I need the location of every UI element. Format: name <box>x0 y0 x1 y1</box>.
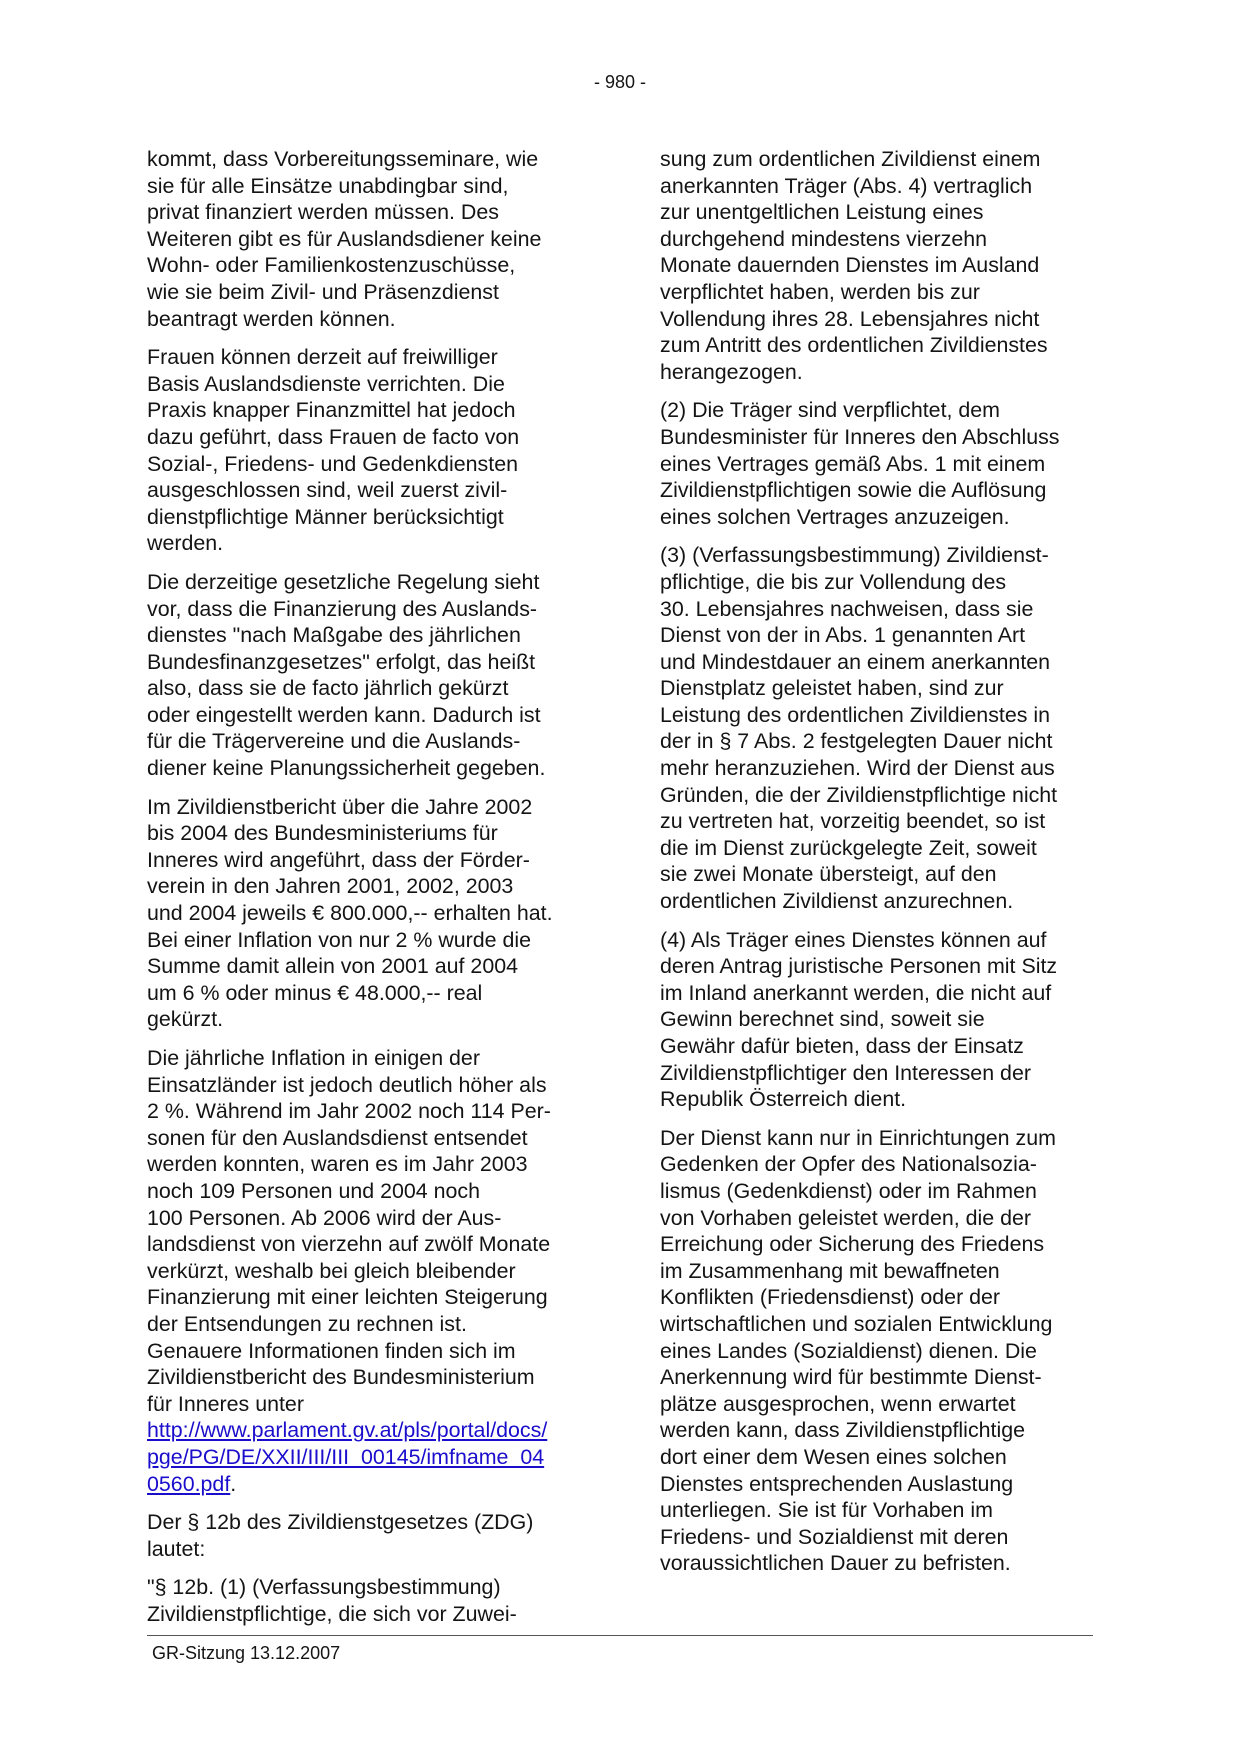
text-line: Leistung des ordentlichen Zivildienstes in <box>660 702 1051 727</box>
text-line: lismus (Gedenkdienst) oder im Rahmen <box>660 1178 1037 1203</box>
paragraph <box>660 542 1110 914</box>
paragraph <box>147 1574 587 1627</box>
text-line: vor, dass die Finanzierung des Auslands- <box>147 596 538 621</box>
left-column <box>147 146 587 1639</box>
paragraph <box>147 1509 587 1562</box>
paragraph <box>147 146 587 332</box>
link-line <box>147 1417 587 1444</box>
text-line: Einsatzländer ist jedoch deutlich höher als <box>147 1072 547 1097</box>
text-line: (2) Die Träger sind verpflichtet, dem <box>660 398 1001 423</box>
text-line: werden. <box>147 531 224 556</box>
text-line: sie für alle Einsätze unabdingbar sind, <box>147 173 509 198</box>
text-line: Die derzeitige gesetzliche Regelung sieht <box>147 569 540 594</box>
text-line: privat finanziert werden müssen. Des <box>147 200 499 225</box>
text-line: um 6 % oder minus € 48.000,-- real <box>147 980 483 1005</box>
document-link[interactable]: 0560.pdf <box>147 1471 231 1496</box>
text-line: Bundesfinanzgesetzes" erfolgt, das heißt <box>147 649 536 674</box>
text-line: 30. Lebensjahres nachweisen, dass sie <box>660 596 1034 621</box>
text-line: Die jährliche Inflation in einigen der <box>147 1046 480 1070</box>
text-line: verkürzt, weshalb bei gleich bleibender <box>147 1258 516 1283</box>
text-line: Erreichung oder Sicherung des Friedens <box>660 1232 1045 1257</box>
text-line: Dienst von der in Abs. 1 genannten Art <box>660 623 1026 648</box>
text-line: Inneres wird angeführt, dass der Förder- <box>147 847 530 872</box>
text-line: plätze ausgesprochen, wenn erwartet <box>660 1391 1016 1416</box>
paragraph <box>660 1125 1110 1577</box>
text-line: durchgehend mindestens vierzehn <box>660 226 988 251</box>
text-line: Weiteren gibt es für Auslandsdiener keine <box>147 226 542 251</box>
text-line: Gewinn berechnet sind, soweit sie <box>660 1007 985 1032</box>
text-line: unterliegen. Sie ist für Vorhaben im <box>660 1498 993 1523</box>
paragraph <box>147 1045 587 1497</box>
text-line: deren Antrag juristische Personen mit Sitz <box>660 954 1058 979</box>
document-link[interactable]: http://www.parlament.gv.at/pls/portal/docs/ <box>147 1418 548 1443</box>
text-line: beantragt werden können. <box>147 306 396 331</box>
text-line: Dienstes entsprechenden Auslastung <box>660 1471 1014 1496</box>
link-line <box>147 1444 587 1471</box>
text-line: ordentlichen Zivildienst anzurechnen. <box>660 889 1014 914</box>
text-line: dazu geführt, dass Frauen de facto von <box>147 424 520 449</box>
text-line: Zivildienstpflichtige, die sich vor Zuwei- <box>147 1601 517 1626</box>
text-line: bis 2004 des Bundesministeriums für <box>147 821 498 846</box>
text-line: Zivildienstbericht des Bundesministerium <box>147 1365 535 1390</box>
paragraph <box>660 146 1110 385</box>
paragraph <box>660 927 1110 1113</box>
right-column <box>660 146 1110 1589</box>
paragraph <box>660 397 1110 530</box>
text-line: für Inneres unter <box>147 1391 304 1416</box>
text-line: Der Dienst kann nur in Einrichtungen zum <box>660 1125 1056 1150</box>
text-line: wirtschaftlichen und sozialen Entwicklung <box>660 1311 1053 1336</box>
text-line: zu vertreten hat, vorzeitig beendet, so ist <box>660 809 1046 834</box>
text-line: Summe damit allein von 2001 auf 2004 <box>147 954 519 979</box>
text-line: "§ 12b. (1) (Verfassungsbestimmung) <box>147 1575 501 1600</box>
text-line: wie sie beim Zivil- und Präsenzdienst <box>147 279 499 304</box>
text-line: eines Vertrages gemäß Abs. 1 mit einem <box>660 451 1046 476</box>
paragraph <box>147 569 587 782</box>
text-line: Friedens- und Sozialdienst mit deren <box>660 1524 1009 1549</box>
link-line <box>147 1471 587 1498</box>
text-line: werden konnten, waren es im Jahr 2003 <box>147 1152 528 1177</box>
text-line: Im Zivildienstbericht über die Jahre 2002 <box>147 794 533 819</box>
text-line: Genauere Informationen finden sich im <box>147 1338 516 1363</box>
text-line: im Inland anerkannt werden, die nicht auf <box>660 980 1052 1005</box>
text-line: zum Antritt des ordentlichen Zivildienstes <box>660 333 1048 358</box>
text-line: sung zum ordentlichen Zivildienst einem <box>660 147 1041 171</box>
text-line: (4) Als Träger eines Dienstes können auf <box>660 927 1047 952</box>
text-line: pflichtige, die bis zur Vollendung des <box>660 569 1007 594</box>
text-line: ausgeschlossen sind, weil zuerst zivil- <box>147 478 508 503</box>
text-line: sie zwei Monate übersteigt, auf den <box>660 862 997 887</box>
text-line: von Vorhaben geleistet werden, die der <box>660 1205 1032 1230</box>
text-line: für die Trägervereine und die Auslands- <box>147 729 521 754</box>
link-suffix: . <box>230 1471 237 1496</box>
text-line: Zivildienstpflichtiger den Interessen der <box>660 1060 1031 1085</box>
text-line: der Entsendungen zu rechnen ist. <box>147 1311 467 1336</box>
footer-meeting-date: GR-Sitzung 13.12.2007 <box>152 1643 341 1663</box>
text-line: Wohn- oder Familienkostenzuschüsse, <box>147 253 516 278</box>
text-line: 2 %. Während im Jahr 2002 noch 114 Per- <box>147 1099 551 1124</box>
text-line: werden kann, dass Zivildienstpflichtige <box>660 1418 1026 1443</box>
text-line: zur unentgeltlichen Leistung eines <box>660 200 984 225</box>
text-line: voraussichtlichen Dauer zu befristen. <box>660 1551 1011 1576</box>
text-line: Praxis knapper Finanzmittel hat jedoch <box>147 398 516 423</box>
text-line: Frauen können derzeit auf freiwilliger <box>147 345 498 370</box>
text-line: also, dass sie de facto jährlich gekürzt <box>147 676 509 701</box>
text-line: Bei einer Inflation von nur 2 % wurde die <box>147 927 532 952</box>
paragraph <box>147 794 587 1033</box>
text-line: verpflichtet haben, werden bis zur <box>660 279 980 304</box>
paragraph <box>147 344 587 557</box>
text-line: Dienstplatz geleistet haben, sind zur <box>660 676 1004 701</box>
text-line: der in § 7 Abs. 2 festgelegten Dauer nicht <box>660 729 1053 754</box>
text-line: Gründen, die der Zivildienstpflichtige nicht <box>660 782 1058 807</box>
text-line: dienstes "nach Maßgabe des jährlichen <box>147 623 521 648</box>
text-line: und 2004 jeweils € 800.000,-- erhalten hat. <box>147 901 553 926</box>
text-line: eines solchen Vertrages anzuzeigen. <box>660 504 1010 529</box>
text-line: Sozial-, Friedens- und Gedenkdiensten <box>147 451 518 476</box>
text-line: im Zusammenhang mit bewaffneten <box>660 1258 1000 1283</box>
text-line: dort einer dem Wesen eines solchen <box>660 1444 1007 1469</box>
text-line: dienstpflichtige Männer berücksichtigt <box>147 504 504 529</box>
text-line: Gedenken der Opfer des Nationalsozia- <box>660 1152 1037 1177</box>
text-line: mehr heranzuziehen. Wird der Dienst aus <box>660 756 1055 781</box>
text-line: anerkannten Träger (Abs. 4) vertraglich <box>660 173 1033 198</box>
text-line: noch 109 Personen und 2004 noch <box>147 1178 481 1203</box>
text-line: Konflikten (Friedensdienst) oder der <box>660 1285 1001 1310</box>
text-line: Der § 12b des Zivildienstgesetzes (ZDG) <box>147 1510 534 1535</box>
text-line: herangezogen. <box>660 359 803 384</box>
text-line: lautet: <box>147 1536 206 1561</box>
text-line: Gewähr dafür bieten, dass der Einsatz <box>660 1034 1024 1058</box>
text-line: landsdienst von vierzehn auf zwölf Monate <box>147 1232 551 1257</box>
text-line: verein in den Jahren 2001, 2002, 2003 <box>147 874 514 899</box>
text-line: Zivildienstpflichtigen sowie die Auflösung <box>660 478 1047 503</box>
footer-divider <box>147 1635 1093 1636</box>
text-line: Bundesminister für Inneres den Abschluss <box>660 424 1060 449</box>
text-line: Anerkennung wird für bestimmte Dienst- <box>660 1365 1042 1390</box>
text-line: gekürzt. <box>147 1007 224 1032</box>
document-link[interactable]: pge/PG/DE/XXII/III/III_00145/imfname_04 <box>147 1444 545 1469</box>
text-line: diener keine Planungssicherheit gegeben. <box>147 756 546 781</box>
text-line: Finanzierung mit einer leichten Steigerung <box>147 1285 548 1310</box>
text-line: kommt, dass Vorbereitungsseminare, wie <box>147 147 539 171</box>
text-line: Basis Auslandsdienste verrichten. Die <box>147 371 505 396</box>
text-line: sonen für den Auslandsdienst entsendet <box>147 1125 528 1150</box>
text-line: 100 Personen. Ab 2006 wird der Aus- <box>147 1205 502 1230</box>
text-line: die im Dienst zurückgelegte Zeit, soweit <box>660 835 1037 860</box>
text-line: Monate dauernden Dienstes im Ausland <box>660 253 1040 278</box>
text-line: oder eingestellt werden kann. Dadurch ist <box>147 702 541 727</box>
text-line: und Mindestdauer an einem anerkannten <box>660 649 1051 674</box>
text-line: (3) (Verfassungsbestimmung) Zivildienst- <box>660 543 1049 568</box>
text-line: eines Landes (Sozialdienst) dienen. Die <box>660 1338 1037 1363</box>
text-line: Republik Österreich dient. <box>660 1087 907 1112</box>
text-line: Vollendung ihres 28. Lebensjahres nicht <box>660 306 1040 331</box>
page-number: - 980 - <box>593 72 647 92</box>
